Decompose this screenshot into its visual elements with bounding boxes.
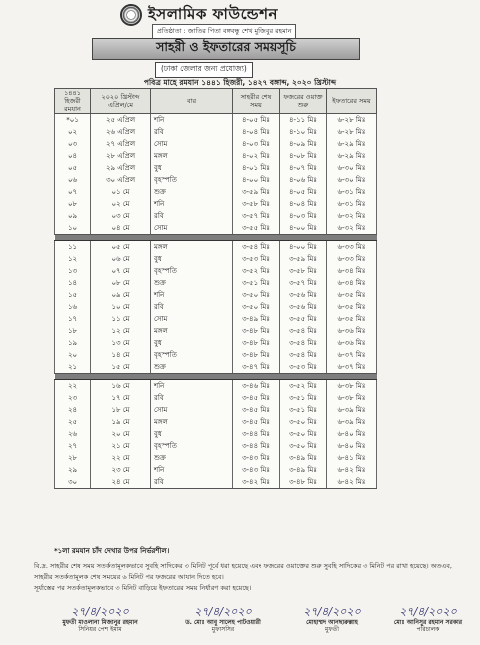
signature-2: ২৭/৪/২০২০	[194, 605, 252, 618]
cell-sehri: ৩-৫৭ মিঃ	[233, 210, 280, 222]
cell-hijri: ১১	[55, 241, 91, 254]
note-2: সূর্যাস্তের পর সতর্কতামূলকভাবে ৩ মিনিট বাড়িয়ে ইফতারের সময় নির্ধারণ করা হয়েছে।	[34, 584, 252, 592]
signature-4: ২৭/৪/২০২০	[399, 605, 457, 618]
cell-sehri: ৪-০১ মিঃ	[233, 162, 280, 174]
cell-sehri: ৩-৪৩ মিঃ	[233, 452, 280, 464]
cell-date: ২৯ এপ্রিল	[91, 162, 151, 174]
cell-hijri: ২৮	[55, 452, 91, 464]
table-row	[55, 162, 377, 174]
table-row	[55, 265, 377, 277]
notes	[34, 561, 459, 594]
cell-hijri: ০৫	[55, 162, 91, 174]
cell-day: শনি	[151, 464, 233, 476]
period-line: পবিত্র মাহে রমযান ১৪৪১ হিজরী, ১৪২৭ বঙ্গাব্দ, ২০২০ খ্রিস্টাব্দ	[143, 78, 337, 87]
cell-date: ০৯ মে	[91, 289, 151, 301]
cell-hijri: ১৬	[55, 301, 91, 313]
cell-iftar: ৬-৩৫ মিঃ	[327, 313, 377, 325]
cell-date: ২২ মে	[91, 452, 151, 464]
cell-sehri: ৩-৪৮ মিঃ	[233, 337, 280, 349]
signature-block-4	[380, 605, 476, 633]
cell-fajr: ৩-৫৯ মিঃ	[280, 253, 327, 265]
signatory-3-name: মোহাম্মদ আনছারুল্লাহ	[306, 619, 358, 626]
cell-sehri: ৩-৫৩ মিঃ	[233, 253, 280, 265]
cell-day: মঙ্গল	[151, 150, 233, 162]
table-row	[55, 416, 377, 428]
signatory-4-name: মোঃ আনিসুর রহমান সরকার	[393, 619, 463, 626]
cell-fajr: ৪-০৭ মিঃ	[280, 162, 327, 174]
cell-sehri: ৩-৫৪ মিঃ	[233, 241, 280, 254]
cell-iftar: ৬-৩৬ মিঃ	[327, 325, 377, 337]
signatory-2-role: মুফাসসির	[211, 626, 235, 633]
cell-day: বুধ	[151, 428, 233, 440]
cell-sehri: ৩-৫৮ মিঃ	[233, 198, 280, 210]
cell-hijri: ০৮	[55, 198, 91, 210]
cell-iftar: ৬-৩০ মিঃ	[327, 174, 377, 186]
cell-date: ২৬ এপ্রিল	[91, 126, 151, 138]
table-row	[55, 174, 377, 186]
cell-date: ২৭ এপ্রিল	[91, 138, 151, 150]
cell-date: ০২ মে	[91, 198, 151, 210]
cell-date: ১৭ মে	[91, 392, 151, 404]
cell-day: রবি	[151, 210, 233, 222]
cell-sehri: ৩-৫৫ মিঃ	[233, 222, 280, 235]
header-hijri: ১৪৪১ হিজরী রমযান	[55, 89, 91, 114]
cell-hijri: ১৫	[55, 289, 91, 301]
cell-day: রবি	[151, 301, 233, 313]
cell-iftar: ৬-৩৫ মিঃ	[327, 301, 377, 313]
cell-sehri: ৩-৪৪ মিঃ	[233, 440, 280, 452]
cell-fajr: ৩-৫০ মিঃ	[280, 440, 327, 452]
table-row	[55, 289, 377, 301]
cell-date: ০৮ মে	[91, 277, 151, 289]
cell-iftar: ৬-৩৫ মিঃ	[327, 289, 377, 301]
cell-sehri: ৩-৪৩ মিঃ	[233, 464, 280, 476]
cell-date: ৩০ এপ্রিল	[91, 174, 151, 186]
cell-hijri: ০৬	[55, 174, 91, 186]
cell-iftar: ৬-৩০ মিঃ	[327, 162, 377, 174]
cell-day: সোম	[151, 138, 233, 150]
cell-sehri: ৩-৫০ মিঃ	[233, 301, 280, 313]
cell-hijri: ২৫	[55, 416, 91, 428]
cell-day: শুক্র	[151, 361, 233, 374]
cell-iftar: ৬-৩৮ মিঃ	[327, 380, 377, 393]
cell-date: ০৪ মে	[91, 222, 151, 235]
cell-date: ১৩ মে	[91, 337, 151, 349]
cell-date: ১৮ মে	[91, 404, 151, 416]
cell-fajr: ৩-৫৫ মিঃ	[280, 313, 327, 325]
cell-iftar: ৬-২৮ মিঃ	[327, 126, 377, 138]
cell-hijri: ২৯	[55, 464, 91, 476]
cell-sehri: ৪-০২ মিঃ	[233, 150, 280, 162]
cell-date: ১২ মে	[91, 325, 151, 337]
cell-hijri: ১৩	[55, 265, 91, 277]
cell-fajr: ৪-১১ মিঃ	[280, 114, 327, 127]
cell-hijri: ১০	[55, 222, 91, 235]
signatory-1-role: সিনিয়র পেশ ইমাম	[78, 626, 122, 633]
cell-date: ০৭ মে	[91, 265, 151, 277]
table-row	[55, 198, 377, 210]
foundation-logo-icon	[120, 4, 142, 26]
cell-day: শনি	[151, 380, 233, 393]
cell-fajr: ৩-৫৩ মিঃ	[280, 361, 327, 374]
cell-day: মঙ্গল	[151, 241, 233, 254]
cell-date: ১০ মে	[91, 301, 151, 313]
signature-3: ২৭/৪/২০২০	[303, 605, 361, 618]
cell-day: বৃহস্পতি	[151, 174, 233, 186]
table-row	[55, 301, 377, 313]
table-row	[55, 476, 377, 489]
cell-sehri: ৩-৪৪ মিঃ	[233, 428, 280, 440]
table-row	[55, 241, 377, 254]
cell-date: ১৬ মে	[91, 380, 151, 393]
header-sehri-end: সাহরীর শেষ সময়	[233, 89, 280, 114]
cell-iftar: ৬-৩৩ মিঃ	[327, 241, 377, 254]
cell-fajr: ৩-৫০ মিঃ	[280, 428, 327, 440]
cell-hijri: ১৭	[55, 313, 91, 325]
cell-day: বৃহস্পতি	[151, 440, 233, 452]
cell-fajr: ৪-০৩ মিঃ	[280, 210, 327, 222]
cell-fajr: ৪-০৬ মিঃ	[280, 174, 327, 186]
cell-hijri: ২৬	[55, 428, 91, 440]
cell-iftar: ৬-৩৯ মিঃ	[327, 416, 377, 428]
signatory-1-name: মুফতী মাওলানা মিজানুর রহমান	[62, 619, 138, 626]
cell-sehri: ৩-৪৫ মিঃ	[233, 416, 280, 428]
table-row	[55, 428, 377, 440]
founder-line: প্রতিষ্ঠাতা : জাতির পিতা বঙ্গবন্ধু শেখ মুজিবুর রহমান	[152, 24, 296, 39]
signature-block-2	[168, 605, 278, 633]
table-row	[55, 222, 377, 235]
cell-hijri: ১৯	[55, 337, 91, 349]
table-row	[55, 404, 377, 416]
cell-fajr: ৪-১০ মিঃ	[280, 126, 327, 138]
cell-day: বৃহস্পতি	[151, 265, 233, 277]
header-fajr-start: ফজরের ওয়াক্ত শুরু	[280, 89, 327, 114]
table-row	[55, 452, 377, 464]
cell-iftar: ৬-৩৪ মিঃ	[327, 277, 377, 289]
cell-fajr: ৩-৫৪ মিঃ	[280, 325, 327, 337]
cell-hijri: ১৮	[55, 325, 91, 337]
cell-sehri: ৩-৫২ মিঃ	[233, 265, 280, 277]
cell-day: বুধ	[151, 337, 233, 349]
cell-sehri: ৪-০৩ মিঃ	[233, 138, 280, 150]
cell-hijri: ০৭	[55, 186, 91, 198]
signature-block-1	[50, 605, 150, 633]
page-subtitle: (ঢাকা জেলার জন্য প্রযোজ্য)	[155, 62, 253, 78]
cell-day: বুধ	[151, 162, 233, 174]
cell-hijri: ০২	[55, 126, 91, 138]
table-row	[55, 210, 377, 222]
cell-hijri: ২৪	[55, 404, 91, 416]
cell-iftar: ৬-৩১ মিঃ	[327, 198, 377, 210]
cell-date: ২৫ এপ্রিল	[91, 114, 151, 127]
cell-iftar: ৬-২৮ মিঃ	[327, 114, 377, 127]
cell-day: সোম	[151, 404, 233, 416]
footnote: *১লা রমযান চাঁদ দেখার উপর নির্ভরশীল।	[54, 547, 170, 555]
cell-hijri: ০৩	[55, 138, 91, 150]
cell-iftar: ৬-২৯ মিঃ	[327, 150, 377, 162]
cell-iftar: ৬-৪০ মিঃ	[327, 440, 377, 452]
cell-hijri: ৩০	[55, 476, 91, 489]
cell-fajr: ৩-৫৮ মিঃ	[280, 265, 327, 277]
cell-sehri: ৩-৪৭ মিঃ	[233, 361, 280, 374]
signatory-3-role: মুফতী	[325, 626, 339, 633]
cell-day: রবি	[151, 392, 233, 404]
page-title: সাহরী ও ইফতারের সময়সূচি	[92, 38, 360, 60]
cell-iftar: ৬-৩১ মিঃ	[327, 186, 377, 198]
cell-iftar: ৬-৩৭ মিঃ	[327, 349, 377, 361]
table-row	[55, 186, 377, 198]
cell-date: ২৩ মে	[91, 464, 151, 476]
cell-iftar: ৬-৩২ মিঃ	[327, 222, 377, 235]
schedule-table	[54, 88, 377, 489]
cell-date: ১৫ মে	[91, 361, 151, 374]
note-1: বি.দ্র. সাহরীর শেষ সময় সতর্কতামূলকভাবে সুবহি সাদিকের ৩ মিনিট পূর্বে ধরা হয়েছে এবং ফজরের ওয়াক্তের শুরু সুবহি সাদিকের ৩ মিনিট পর রাখা হয়েছে। অতএব, সাহরীর সতর্কতামূলক শেষ সময়ের ৬ মিনিট পর ফজরের আযান দিতে হবে।	[34, 562, 452, 581]
cell-day: শনি	[151, 114, 233, 127]
cell-fajr: ৩-৫১ মিঃ	[280, 392, 327, 404]
cell-hijri: *০১	[55, 114, 91, 127]
cell-hijri: ২৩	[55, 392, 91, 404]
cell-iftar: ৬-৪১ মিঃ	[327, 452, 377, 464]
cell-iftar: ৬-৩৮ মিঃ	[327, 392, 377, 404]
cell-day: রবি	[151, 476, 233, 489]
cell-date: ০৫ মে	[91, 241, 151, 254]
cell-day: রবি	[151, 126, 233, 138]
table-row	[55, 126, 377, 138]
cell-hijri: ১৪	[55, 277, 91, 289]
cell-iftar: ৬-৩৪ মিঃ	[327, 265, 377, 277]
cell-hijri: ১২	[55, 253, 91, 265]
table-row	[55, 440, 377, 452]
cell-fajr: ৪-০৫ মিঃ	[280, 186, 327, 198]
cell-date: ১১ মে	[91, 313, 151, 325]
cell-day: মঙ্গল	[151, 416, 233, 428]
table-row	[55, 392, 377, 404]
cell-iftar: ৬-৪০ মিঃ	[327, 428, 377, 440]
table-row	[55, 349, 377, 361]
cell-fajr: ৩-৫৬ মিঃ	[280, 301, 327, 313]
table-body	[55, 114, 377, 489]
table-row	[55, 114, 377, 127]
signature-block-3	[292, 605, 372, 633]
cell-hijri: ২৭	[55, 440, 91, 452]
table-row	[55, 253, 377, 265]
table-row	[55, 313, 377, 325]
cell-day: সোম	[151, 313, 233, 325]
cell-fajr: ৩-৫৬ মিঃ	[280, 289, 327, 301]
table-row	[55, 150, 377, 162]
header-gregorian: ২০২০ খ্রিস্টাব্দ এপ্রিল/মে	[91, 89, 151, 114]
cell-day: শনি	[151, 289, 233, 301]
signature-1: ২৭/৪/২০২০	[71, 605, 129, 618]
cell-date: ২৪ মে	[91, 476, 151, 489]
cell-fajr: ৩-৫০ মিঃ	[280, 416, 327, 428]
cell-date: ১৪ মে	[91, 349, 151, 361]
cell-day: শনি	[151, 198, 233, 210]
cell-fajr: ৪-০৯ মিঃ	[280, 138, 327, 150]
table-row	[55, 464, 377, 476]
cell-date: ২৮ এপ্রিল	[91, 150, 151, 162]
cell-fajr: ৩-৪৮ মিঃ	[280, 476, 327, 489]
cell-iftar: ৬-৩৩ মিঃ	[327, 253, 377, 265]
cell-fajr: ৪-০০ মিঃ	[280, 222, 327, 235]
signatory-2-name: ড. মোঃ আবু সালেহ পাটওয়ারী	[185, 619, 261, 626]
cell-hijri: ০৪	[55, 150, 91, 162]
cell-date: ১৯ মে	[91, 416, 151, 428]
cell-sehri: ৪-০০ মিঃ	[233, 174, 280, 186]
cell-fajr: ৩-৫৪ মিঃ	[280, 337, 327, 349]
cell-fajr: ৩-৫১ মিঃ	[280, 404, 327, 416]
cell-sehri: ৩-৪২ মিঃ	[233, 476, 280, 489]
cell-fajr: ৩-৪৯ মিঃ	[280, 464, 327, 476]
cell-iftar: ৬-৪২ মিঃ	[327, 464, 377, 476]
cell-day: শুক্র	[151, 452, 233, 464]
cell-date: ০১ মে	[91, 186, 151, 198]
cell-iftar: ৬-৩৭ মিঃ	[327, 361, 377, 374]
cell-iftar: ৬-৩৯ মিঃ	[327, 404, 377, 416]
cell-sehri: ৩-৫১ মিঃ	[233, 277, 280, 289]
cell-sehri: ৩-৪৯ মিঃ	[233, 313, 280, 325]
cell-day: বুধ	[151, 253, 233, 265]
table-row	[55, 138, 377, 150]
table-row	[55, 361, 377, 374]
cell-sehri: ৩-৪৮ মিঃ	[233, 349, 280, 361]
cell-fajr: ৩-৫৭ মিঃ	[280, 277, 327, 289]
cell-iftar: ৬-৪২ মিঃ	[327, 476, 377, 489]
cell-hijri: ২২	[55, 380, 91, 393]
table-header-row	[55, 89, 377, 114]
table-row	[55, 337, 377, 349]
table-row	[55, 325, 377, 337]
cell-date: ২১ মে	[91, 440, 151, 452]
header-day: বার	[151, 89, 233, 114]
header-iftar: ইফতারের সময়	[327, 89, 377, 114]
cell-fajr: ৪-০০ মিঃ	[280, 241, 327, 254]
cell-fajr: ৩-৫২ মিঃ	[280, 380, 327, 393]
cell-day: সোম	[151, 222, 233, 235]
cell-day: শুক্র	[151, 277, 233, 289]
cell-sehri: ৪-০৫ মিঃ	[233, 114, 280, 127]
signatory-4-role: পরিচালক	[416, 626, 440, 633]
cell-sehri: ৪-০৪ মিঃ	[233, 126, 280, 138]
cell-day: মঙ্গল	[151, 325, 233, 337]
cell-sehri: ৩-৫০ মিঃ	[233, 289, 280, 301]
cell-sehri: ৩-৪৫ মিঃ	[233, 392, 280, 404]
cell-date: ২০ মে	[91, 428, 151, 440]
table-row	[55, 380, 377, 393]
cell-sehri: ৩-৪৬ মিঃ	[233, 380, 280, 393]
cell-hijri: ০৯	[55, 210, 91, 222]
cell-sehri: ৩-৪৫ মিঃ	[233, 404, 280, 416]
cell-date: ০৩ মে	[91, 210, 151, 222]
cell-date: ০৬ মে	[91, 253, 151, 265]
table-row	[55, 277, 377, 289]
cell-day: বৃহস্পতি	[151, 349, 233, 361]
cell-sehri: ৩-৪৮ মিঃ	[233, 325, 280, 337]
cell-fajr: ৩-৪৯ মিঃ	[280, 452, 327, 464]
cell-sehri: ৩-৫৯ মিঃ	[233, 186, 280, 198]
cell-fajr: ৪-০৮ মিঃ	[280, 150, 327, 162]
cell-day: শুক্র	[151, 186, 233, 198]
cell-hijri: ২১	[55, 361, 91, 374]
cell-fajr: ৪-০৪ মিঃ	[280, 198, 327, 210]
cell-iftar: ৬-২৯ মিঃ	[327, 138, 377, 150]
cell-hijri: ২০	[55, 349, 91, 361]
cell-iftar: ৬-৩৬ মিঃ	[327, 337, 377, 349]
cell-iftar: ৬-৩২ মিঃ	[327, 210, 377, 222]
cell-fajr: ৩-৫৪ মিঃ	[280, 349, 327, 361]
org-name: ইসলামিক ফাউন্ডেশন	[148, 5, 278, 23]
